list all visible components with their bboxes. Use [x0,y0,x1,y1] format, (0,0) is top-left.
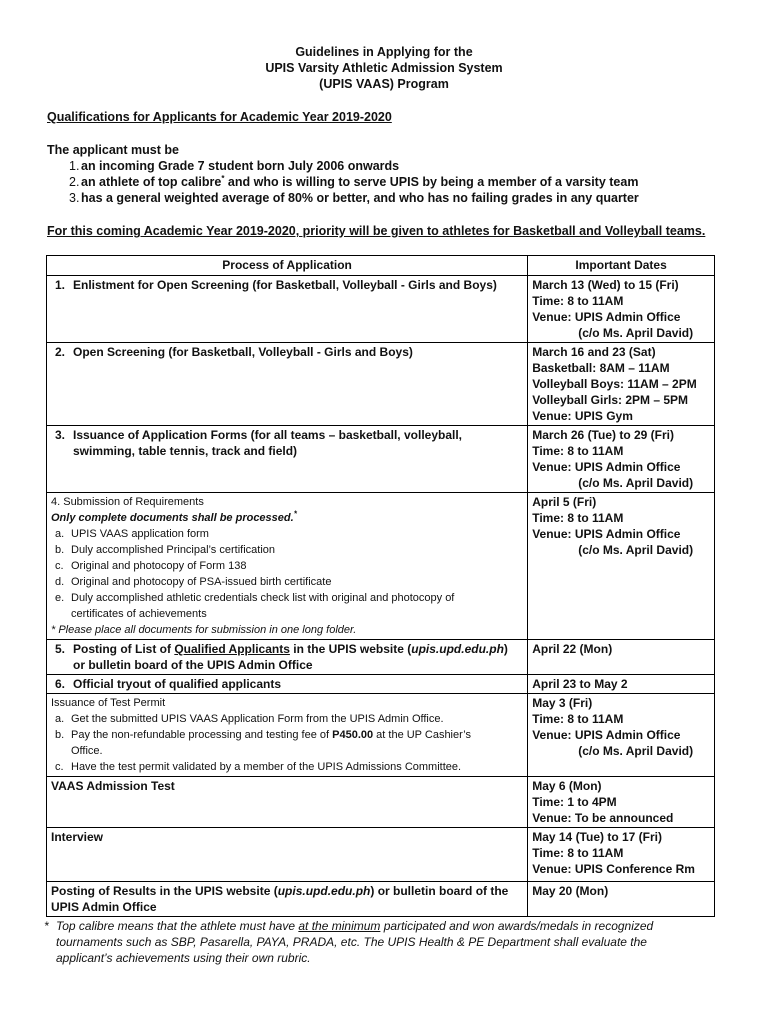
requirement-item [47,158,639,174]
schedule-line: Volleyball Boys: 11AM – 2PM [532,377,697,391]
process-cell [47,694,528,777]
venue-line: Venue: UPIS Admin Office [532,527,681,541]
item-letter: c. [55,761,64,773]
date-line: April 23 to May 2 [532,677,628,691]
date-line: March 16 and 23 (Sat) [532,345,656,359]
footnote-marker: * [293,509,297,519]
process-text: Posting of List of [73,642,175,656]
dates-cell [528,426,715,493]
item-text-cont: Office. [71,745,103,757]
step-number: 5. [55,642,66,656]
complete-docs-note: Only complete documents shall be processed.* [51,509,297,524]
item-text: Duly accomplished Principal’s certification [71,544,275,556]
table-row [47,882,715,917]
item-text: Original and photocopy of PSA-issued birth certificate [71,576,332,588]
process-cell [47,493,528,640]
venue-line: Venue: UPIS Admin Office [532,460,681,474]
contact-line: (c/o Ms. April David) [578,543,694,557]
item-text-cont: certificates of achievements [71,608,207,620]
process-cell [47,777,528,828]
schedule-line: Basketball: 8AM – 11AM [532,361,670,375]
footnote-text: Top calibre means that the athlete must have [56,919,299,933]
process-text: Posting of Results in the UPIS website ( [51,884,278,898]
item-letter: a. [55,713,65,725]
process-text: ) [503,642,508,656]
priority-note: For this coming Academic Year 2019-2020, priority will be given to athletes for Basketball and Volleyball teams. [47,224,706,238]
time-line: Time: 8 to 11AM [532,511,624,525]
dates-cell [528,276,715,343]
venue-line: Venue: UPIS Admin Office [532,310,681,324]
process-title: 4. Submission of Requirements [51,496,204,508]
process-cell [47,640,528,675]
requirement-text-cont: and who is willing to serve UPIS by being a member of a varsity team [224,175,639,189]
item-letter: e. [55,592,65,604]
dates-cell [528,493,715,640]
process-text-cont: UPIS Admin Office [51,900,157,914]
footnote-text-line3: applicant’s achievements using their own rubric. [56,951,311,965]
title-line-2: UPIS Varsity Athletic Admission System [265,61,503,75]
document-title [0,44,768,92]
process-cell [47,343,528,426]
folder-note: * Please place all documents for submission in one long folder. [51,624,357,636]
intro-text: The applicant must be [47,143,179,157]
contact-line: (c/o Ms. April David) [578,744,694,758]
website-text: upis.upd.edu.ph [411,642,504,656]
step-number: 3. [55,428,66,442]
process-cell [47,426,528,493]
item-letter: a. [55,528,65,540]
table-row [47,640,715,675]
time-line: Time: 8 to 11AM [532,294,624,308]
item-letter: b. [55,729,65,741]
footnote-text: participated and won awards/medals in recognized [380,919,654,933]
item-letter: c. [55,560,64,572]
website-text: upis.upd.edu.ph [277,884,371,898]
item-text: at the UP Cashier’s [373,729,471,741]
time-line: Time: 8 to 11AM [532,712,624,726]
step-number: 6. [55,677,66,691]
item-text: Get the submitted UPIS VAAS Application Form from the UPIS Admin Office. [71,713,444,725]
dates-cell [528,777,715,828]
date-line: March 26 (Tue) to 29 (Fri) [532,428,674,442]
requirement-item [47,190,639,206]
contact-line: (c/o Ms. April David) [578,326,694,340]
item-text: Have the test permit validated by a member of the UPIS Admissions Committee. [71,761,462,773]
process-text: in the UPIS website ( [289,642,412,656]
table-row [47,276,715,343]
process-text: Interview [51,830,104,844]
item-letter: b. [55,544,65,556]
footnote-marker: * [221,173,225,183]
date-line: May 14 (Tue) to 17 (Fri) [532,830,662,844]
footnote [44,918,724,966]
time-line: Time: 8 to 11AM [532,846,624,860]
footnote-marker: * [44,919,49,933]
requirements-list [47,158,639,206]
dates-cell [528,694,715,777]
step-number: 2. [55,345,66,359]
venue-line: Venue: UPIS Conference Rm [532,862,695,876]
date-line: April 5 (Fri) [532,495,597,509]
contact-line: (c/o Ms. April David) [578,476,694,490]
title-line-1: Guidelines in Applying for the [295,45,473,59]
requirement-number: 1. [69,159,80,173]
header-process: Process of Application [47,256,528,276]
application-process-table [46,255,715,917]
requirement-text: has a general weighted average of 80% or better, and who has no failing grades in any quarter [81,191,639,205]
table-header-row [47,256,715,276]
table-row [47,777,715,828]
table-row [47,828,715,882]
item-letter: d. [55,576,65,588]
date-line: March 13 (Wed) to 15 (Fri) [532,278,679,292]
process-text: Enlistment for Open Screening (for Basketball, Volleyball - Girls and Boys) [73,278,497,292]
note-text: Only complete documents shall be processed [51,512,291,524]
dates-cell [528,640,715,675]
process-text: ) or bulletin board of the [370,884,509,898]
process-text: Open Screening (for Basketball, Volleyball - Girls and Boys) [73,345,413,359]
process-cell [47,675,528,694]
requirement-number: 3. [69,191,80,205]
dates-cell [528,343,715,426]
dates-cell [528,675,715,694]
date-line: May 20 (Mon) [532,884,609,898]
venue-line: Venue: To be announced [532,811,674,825]
title-line-3: (UPIS VAAS) Program [319,77,449,91]
time-line: Time: 1 to 4PM [532,795,617,809]
requirement-text: an incoming Grade 7 student born July 2006 onwards [81,159,400,173]
date-line: April 22 (Mon) [532,642,613,656]
item-text: Pay the non-refundable processing and testing fee of [71,729,333,741]
header-dates: Important Dates [528,256,715,276]
schedule-line: Volleyball Girls: 2PM – 5PM [532,393,689,407]
process-cell [47,882,528,917]
item-text: Duly accomplished athletic credentials check list with original and photocopy of [71,592,455,604]
table-row [47,493,715,640]
table-row [47,343,715,426]
process-text: VAAS Admission Test [51,779,175,793]
table-row [47,675,715,694]
time-line: Time: 8 to 11AM [532,444,624,458]
process-cell [47,828,528,882]
dates-cell [528,828,715,882]
table-row [47,694,715,777]
step-number: 1. [55,278,66,292]
process-text-cont: swimming, table tennis, track and field) [73,444,298,458]
requirement-item [47,174,639,190]
qualifications-heading: Qualifications for Applicants for Academic Year 2019-2020 [47,110,392,124]
item-text: Original and photocopy of Form 138 [71,560,247,572]
process-text: Issuance of Application Forms (for all teams – basketball, volleyball, [73,428,463,442]
item-text: UPIS VAAS application form [71,528,209,540]
date-line: May 3 (Fri) [532,696,593,710]
date-line: May 6 (Mon) [532,779,602,793]
process-cell [47,276,528,343]
footnote-text-line2: tournaments such as SBP, Pasarella, PAYA, PRADA, etc. The UPIS Health & PE Department shall evaluate the [56,935,647,949]
requirement-text: an athlete of top calibre [81,175,222,189]
process-text-cont: or bulletin board of the UPIS Admin Office [73,658,313,672]
qualified-applicants-text: Qualified Applicants [174,642,290,656]
venue-line: Venue: UPIS Admin Office [532,728,681,742]
process-title: Issuance of Test Permit [51,697,166,709]
footnote-emphasis: at the minimum [298,919,381,933]
requirement-number: 2. [69,175,80,189]
fee-amount: P450.00 [332,729,374,741]
process-text: Official tryout of qualified applicants [73,677,282,691]
table-row [47,426,715,493]
venue-line: Venue: UPIS Gym [532,409,633,423]
dates-cell [528,882,715,917]
